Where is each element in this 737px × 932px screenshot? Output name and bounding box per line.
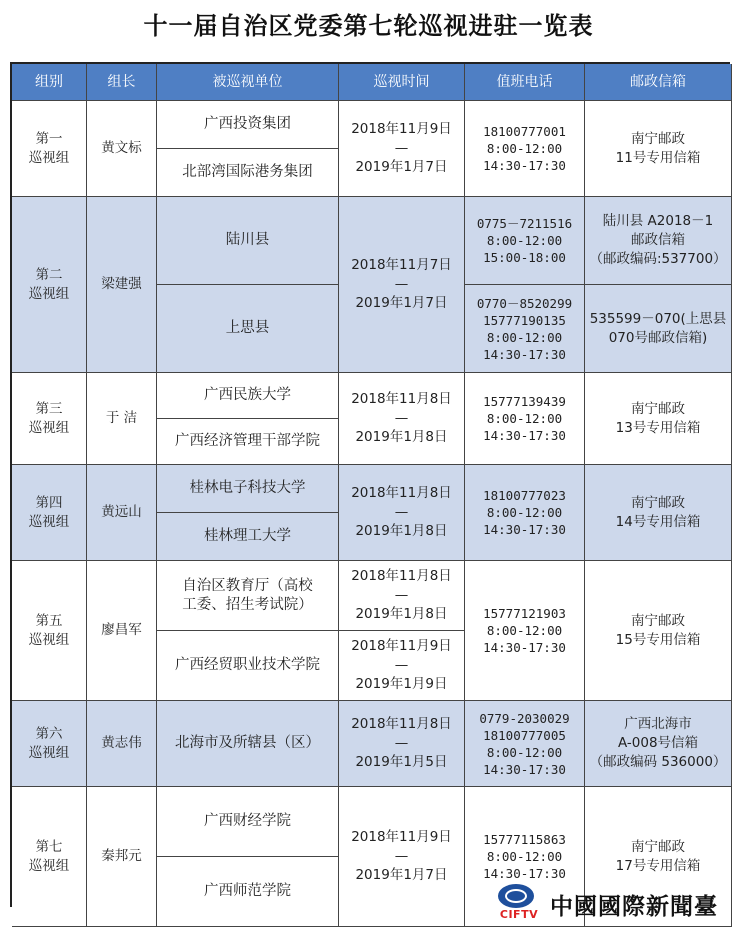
duty-phone: 15777139439 8:00-12:00 14:30-17:30 xyxy=(465,373,585,465)
group-name: 第七 巡视组 xyxy=(12,787,87,927)
group-leader: 秦邦元 xyxy=(87,787,157,927)
group-name: 第五 巡视组 xyxy=(12,561,87,701)
inspection-table xyxy=(10,62,730,907)
group-name: 第三 巡视组 xyxy=(12,373,87,465)
header-unit: 被巡视单位 xyxy=(157,64,339,101)
inspection-time: 2018年11月9日 — 2019年1月7日 xyxy=(339,101,465,197)
duty-phone: 0779-2030029 18100777005 8:00-12:00 14:30-17:30 xyxy=(465,701,585,787)
group-leader: 黄远山 xyxy=(87,465,157,561)
inspected-unit: 广西师范学院 xyxy=(157,857,339,927)
duty-phone: 15777115863 8:00-12:00 14:30-17:30 xyxy=(465,787,585,927)
mailbox: 陆川县 A2018－1 邮政信箱 （邮政编码:537700） xyxy=(585,197,732,285)
mailbox: 广西北海市 A-008号信箱 （邮政编码 536000） xyxy=(585,701,732,787)
inspected-unit: 上思县 xyxy=(157,285,339,373)
duty-phone: 0770－8520299 15777190135 8:00-12:00 14:30-17:30 xyxy=(465,285,585,373)
mailbox: 南宁邮政 15号专用信箱 xyxy=(585,561,732,701)
header-mailbox: 邮政信箱 xyxy=(585,64,732,101)
duty-phone: 15777121903 8:00-12:00 14:30-17:30 xyxy=(465,561,585,701)
inspection-time: 2018年11月7日 — 2019年1月7日 xyxy=(339,197,465,373)
header-time: 巡视时间 xyxy=(339,64,465,101)
header-group: 组别 xyxy=(12,64,87,101)
group-name: 第六 巡视组 xyxy=(12,701,87,787)
page-title: 十一届自治区党委第七轮巡视进驻一览表 xyxy=(143,12,594,40)
header-phone: 值班电话 xyxy=(465,64,585,101)
group-leader: 廖昌军 xyxy=(87,561,157,701)
duty-phone: 18100777023 8:00-12:00 14:30-17:30 xyxy=(465,465,585,561)
group-leader: 黄志伟 xyxy=(87,701,157,787)
duty-phone: 18100777001 8:00-12:00 14:30-17:30 xyxy=(465,101,585,197)
inspected-unit: 自治区教育厅（高校 工委、招生考试院） xyxy=(157,561,339,631)
mailbox: 南宁邮政 14号专用信箱 xyxy=(585,465,732,561)
inspected-unit: 北部湾国际港务集团 xyxy=(157,149,339,197)
group-leader: 于 洁 xyxy=(87,373,157,465)
logo-letters: CIFTV xyxy=(499,908,539,921)
inspected-unit: 广西经济管理干部学院 xyxy=(157,419,339,465)
group-leader: 黄文标 xyxy=(87,101,157,197)
inspected-unit: 桂林理工大学 xyxy=(157,513,339,561)
group-name: 第四 巡视组 xyxy=(12,465,87,561)
group-name: 第二 巡视组 xyxy=(12,197,87,373)
mailbox: 535599－070(上思县 070号邮政信箱) xyxy=(585,285,732,373)
mailbox: 南宁邮政 11号专用信箱 xyxy=(585,101,732,197)
inspection-time: 2018年11月8日 — 2019年1月8日 xyxy=(339,373,465,465)
globe-icon xyxy=(498,884,534,908)
group-leader: 梁建强 xyxy=(87,197,157,373)
mailbox: 南宁邮政 17号专用信箱 xyxy=(585,787,732,927)
inspection-time: 2018年11月8日 — 2019年1月8日 xyxy=(339,561,465,631)
duty-phone: 0775－7211516 8:00-12:00 15:00-18:00 xyxy=(465,197,585,285)
inspected-unit: 广西投资集团 xyxy=(157,101,339,149)
inspected-unit: 陆川县 xyxy=(157,197,339,285)
mailbox: 南宁邮政 13号专用信箱 xyxy=(585,373,732,465)
inspection-time: 2018年11月8日 — 2019年1月5日 xyxy=(339,701,465,787)
inspected-unit: 广西经贸职业技术学院 xyxy=(157,631,339,701)
inspected-unit: 桂林电子科技大学 xyxy=(157,465,339,513)
inspection-time: 2018年11月8日 — 2019年1月8日 xyxy=(339,465,465,561)
inspected-unit: 北海市及所辖县（区） xyxy=(157,701,339,787)
group-name: 第一 巡视组 xyxy=(12,101,87,197)
cictv-watermark-logo xyxy=(494,882,734,928)
inspected-unit: 广西民族大学 xyxy=(157,373,339,419)
inspection-time: 2018年11月9日 — 2019年1月9日 xyxy=(339,631,465,701)
inspected-unit: 广西财经学院 xyxy=(157,787,339,857)
logo-name: 中國國際新聞臺 xyxy=(550,893,718,920)
inspection-time: 2018年11月9日 — 2019年1月7日 xyxy=(339,787,465,927)
header-leader: 组长 xyxy=(87,64,157,101)
